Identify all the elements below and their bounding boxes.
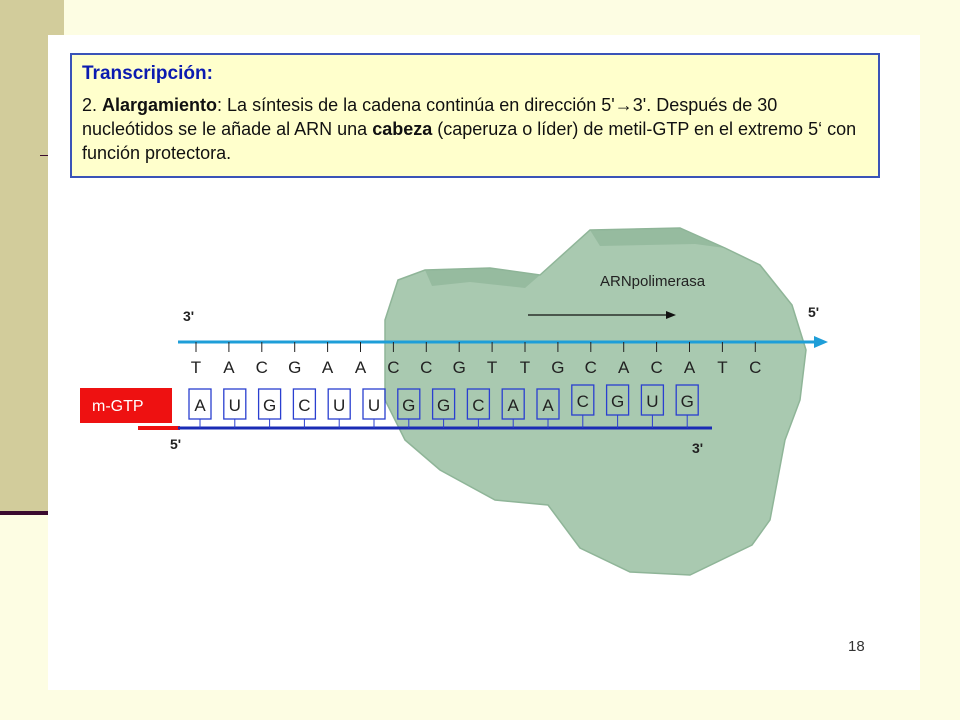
- term-cabeza: cabeza: [372, 119, 433, 139]
- rna-base-label: A: [542, 396, 554, 415]
- dna-base-label: C: [420, 358, 433, 377]
- slide-title: Transcripción:: [82, 63, 213, 84]
- rna-base-label: C: [472, 396, 485, 415]
- dna-base-label: G: [452, 358, 466, 377]
- dna-end-right-label: 5': [808, 304, 820, 320]
- rna-base-label: G: [436, 396, 451, 415]
- rna-base-label: G: [402, 396, 416, 415]
- dna-base-label: C: [749, 358, 762, 377]
- text-part-3: (caperuza o líder) de metil-GTP en el extremo 5‘ con función protectora.: [82, 119, 857, 163]
- text-part-2: 3'. Después de 30 nucleótidos se le añade al ARN una: [82, 95, 778, 139]
- rna-end-left-label: 5': [170, 436, 182, 452]
- rna-base-label: U: [646, 392, 659, 411]
- dna-base-label: A: [618, 358, 630, 377]
- dna-strand-arrowhead: [814, 336, 828, 348]
- enzyme-label: ARNpolimerasa: [600, 273, 706, 290]
- dna-base-label: C: [387, 358, 400, 377]
- dna-end-left-label: 3': [183, 308, 195, 324]
- dna-base-label: A: [223, 358, 235, 377]
- dna-base-label: G: [551, 358, 565, 377]
- rna-end-right-label: 3': [692, 440, 704, 456]
- rna-base-label: G: [610, 392, 625, 411]
- rna-base-label: A: [507, 396, 519, 415]
- step-number: 2.: [82, 95, 103, 115]
- rna-base-label: C: [298, 396, 311, 415]
- rna-base-label: A: [194, 396, 206, 415]
- rna-base-label: G: [262, 396, 277, 415]
- term-alargamiento: Alargamiento: [102, 95, 218, 115]
- arrow-symbol: →: [614, 95, 633, 115]
- dna-base-label: T: [717, 358, 728, 377]
- dna-base-label: C: [650, 358, 663, 377]
- rna-base-label: U: [228, 396, 241, 415]
- m-gtp-label: m-GTP: [92, 398, 144, 415]
- dna-base-label: T: [190, 358, 202, 377]
- dna-base-label: A: [354, 358, 367, 377]
- page-number: 18: [848, 638, 865, 655]
- text-part-1: : La síntesis de la cadena continúa en dirección 5': [217, 95, 615, 115]
- dna-base-label: A: [321, 358, 334, 377]
- dna-base-label: T: [519, 358, 531, 377]
- rna-base-label: G: [680, 392, 694, 411]
- rna-base-label: U: [333, 396, 346, 415]
- dna-base-label: C: [584, 358, 597, 377]
- dna-base-label: G: [288, 358, 302, 377]
- dna-base-label: C: [255, 358, 268, 377]
- rna-base-label: U: [367, 396, 381, 415]
- rna-base-label: C: [576, 392, 589, 411]
- dna-base-label: T: [486, 358, 498, 377]
- dna-base-label: A: [683, 358, 696, 377]
